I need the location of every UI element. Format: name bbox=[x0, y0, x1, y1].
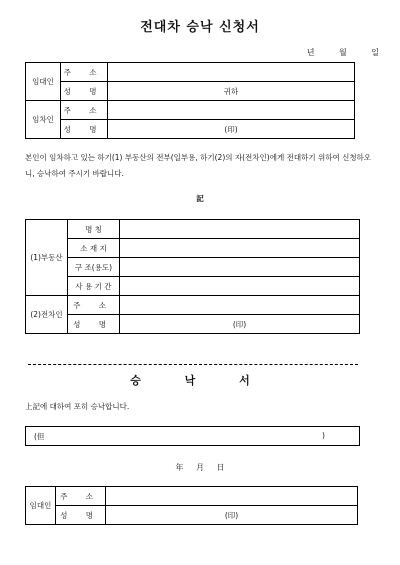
honorific-text: 귀하 bbox=[108, 82, 355, 101]
property-location-field[interactable] bbox=[120, 239, 360, 258]
tenant-address-field[interactable] bbox=[108, 101, 355, 120]
landlord-signature-table bbox=[25, 486, 358, 525]
property-period-label: 사 용 기 간 bbox=[68, 277, 120, 296]
property-structure-label: 구 조(용도) bbox=[68, 258, 120, 277]
property-location-label: 소 재 지 bbox=[68, 239, 120, 258]
consent-condition-box[interactable] bbox=[25, 426, 360, 446]
property-table bbox=[25, 219, 360, 334]
consent-date-line: 年 月 日 bbox=[175, 463, 225, 472]
tenant-seal: (印) bbox=[108, 120, 355, 139]
consent-title: 승 낙 서 bbox=[130, 374, 270, 387]
request-paragraph: 본인이 임차하고 있는 하기(1) 부동산의 전부(일부용, 하기(2)의 자(전차인)에게 전대하기 위하여 신청하오니, 승낙하여 주시기 바랍니다. bbox=[25, 153, 372, 178]
condition-close: ) bbox=[322, 431, 325, 440]
landlord-address-field[interactable] bbox=[108, 63, 355, 82]
document-title: 전대차 승낙 신청서 bbox=[140, 20, 260, 35]
signature-landlord-label: 임대인 bbox=[26, 487, 56, 525]
tenant-label: 임차인 bbox=[26, 101, 61, 139]
condition-open: (但 bbox=[34, 432, 45, 441]
subtenant-seal: (印) bbox=[120, 315, 360, 334]
gi-heading: 記 bbox=[196, 194, 204, 203]
parties-table bbox=[25, 62, 355, 139]
subtenant-name-label: 성 명 bbox=[68, 315, 120, 334]
date-line: 년 월 일 bbox=[306, 48, 380, 57]
property-period-field[interactable] bbox=[120, 277, 360, 296]
tenant-address-label: 주 소 bbox=[61, 101, 108, 120]
property-name-label: 명 칭 bbox=[68, 220, 120, 239]
tenant-name-label: 성 명 bbox=[61, 120, 108, 139]
landlord-address-label: 주 소 bbox=[61, 63, 108, 82]
signature-address-field[interactable] bbox=[106, 487, 358, 506]
property-name-field[interactable] bbox=[120, 220, 360, 239]
subtenant-address-field[interactable] bbox=[120, 296, 360, 315]
landlord-name-label: 성 명 bbox=[61, 82, 108, 101]
landlord-label: 임대인 bbox=[26, 63, 61, 101]
property-label: (1)부동산 bbox=[26, 220, 68, 296]
consent-text: 上記에 대하여 포히 승낙합니다. bbox=[25, 402, 130, 411]
divider-line bbox=[28, 364, 358, 365]
subtenant-label: (2)전차인 bbox=[26, 296, 68, 334]
signature-seal: (印) bbox=[106, 506, 358, 525]
subtenant-address-label: 주 소 bbox=[68, 296, 120, 315]
signature-name-label: 성 명 bbox=[56, 506, 106, 525]
property-structure-field[interactable] bbox=[120, 258, 360, 277]
signature-address-label: 주 소 bbox=[56, 487, 106, 506]
